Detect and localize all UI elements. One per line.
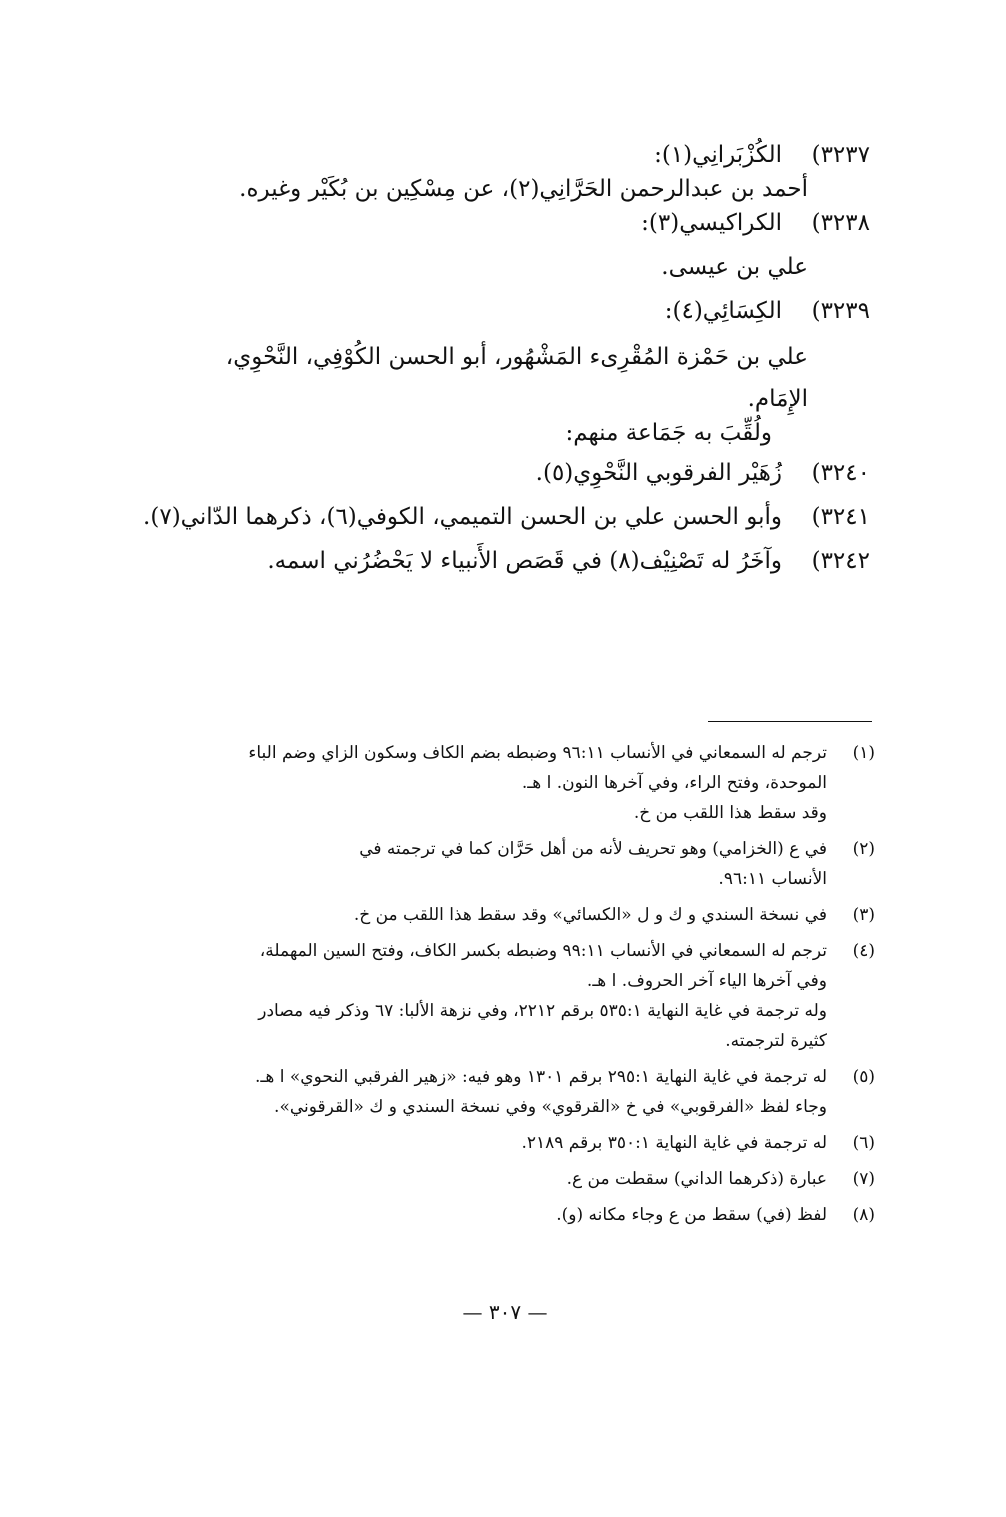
footnote-7 xyxy=(140,1164,875,1194)
entry-3241 xyxy=(140,500,870,534)
footnote-line: ترجم له السمعاني في الأنساب ٩٦:١١ وضبطه بضم الكاف وسكون الزاي وضم الباء xyxy=(248,743,827,763)
entry-body-line: الإِمَام. xyxy=(747,386,808,412)
footnotes xyxy=(140,738,875,1230)
footnote-number: (٨) xyxy=(852,1205,875,1225)
footnote-number: (٣) xyxy=(852,905,875,925)
entry-title: الكُزْبَرانِي(١): xyxy=(654,142,782,168)
footnote-line: له ترجمة في غاية النهاية ٣٥٠:١ برقم ٢١٨٩. xyxy=(521,1133,827,1153)
footnote-6 xyxy=(140,1128,875,1158)
footnote-line: عبارة (ذكرهما الداني) سقطت من ع. xyxy=(566,1169,827,1189)
entry-body-line: ولُقِّبَ به جَمَاعة منهم: xyxy=(565,420,772,446)
footnote-8 xyxy=(140,1200,875,1230)
footnote-number: (٧) xyxy=(852,1169,875,1189)
entry-number: ٣٢٤٠) xyxy=(811,460,870,486)
footnote-line: له ترجمة في غاية النهاية ٢٩٥:١ برقم ١٣٠١ وهو فيه: «زهير الفرقبي النحوي» ا هـ. xyxy=(255,1067,827,1087)
footnote-number: (٢) xyxy=(852,839,875,859)
footnote-line: الموحدة، وفتح الراء، وفي آخرها النون. ا هـ. xyxy=(521,773,827,793)
footnote-4 xyxy=(140,936,875,1056)
entry-3238 xyxy=(140,206,870,240)
footnote-number: (٥) xyxy=(852,1067,875,1087)
footnote-line: في ع (الخزامي) وهو تحريف لأنه من أهل حَرَّان كما في ترجمته في xyxy=(359,839,827,859)
entry-number: ٣٢٤١) xyxy=(811,504,870,530)
entry-number: ٣٢٣٩) xyxy=(811,298,870,324)
entry-number: ٣٢٣٨) xyxy=(811,210,870,236)
entry-title: زُهَيْر الفرقوبي النَّحْوِي(٥). xyxy=(535,460,782,486)
footnote-5 xyxy=(140,1062,875,1122)
entry-title: وآخَرُ له تَصْنِيْف(٨) في قَصَص الأَنبياء لا يَحْضُرُني اسمه. xyxy=(267,548,782,574)
footnote-line: ترجم له السمعاني في الأنساب ٩٩:١١ وضبطه بكسر الكاف، وفتح السين المهملة، xyxy=(259,941,827,961)
entry-body-line: أحمد بن عبدالرحمن الحَرَّانِي(٢)، عن مِسْكِين بن بُكَيْر وغيره. xyxy=(239,176,808,202)
footnote-line: وجاء لفظ «الفرقوبي» في خ «القرقوي» وفي نسخة السندي و ك «القرقوني». xyxy=(274,1097,827,1117)
page-number: — ٣٠٧ — xyxy=(462,1300,548,1324)
footnote-line: وفي آخرها الياء آخر الحروف. ا هـ. xyxy=(586,971,827,991)
entry-3239 xyxy=(140,294,870,328)
footnote-line: وله ترجمة في غاية النهاية ٥٣٥:١ برقم ٢٢١٢، وفي نزهة الألبا: ٦٧ وذكر فيه مصادر xyxy=(258,1001,827,1021)
footnote-line: كثيرة لترجمته. xyxy=(725,1031,827,1051)
entry-number: ٣٢٣٧) xyxy=(811,142,870,168)
footnote-line: لفظ (في) سقط من ع وجاء مكانه (و). xyxy=(556,1205,827,1225)
footnote-3 xyxy=(140,900,875,930)
footnote-number: (١) xyxy=(852,743,875,763)
footnote-line: وقد سقط هذا اللقب من خ. xyxy=(633,803,827,823)
entry-3242 xyxy=(140,544,870,578)
entry-title: وأبو الحسن علي بن الحسن التميمي، الكوفي(٦)، ذكرهما الدّاني(٧). xyxy=(143,504,782,530)
main-text xyxy=(140,138,870,578)
footnote-2 xyxy=(140,834,875,894)
entry-body-line: علي بن حَمْزة المُقْرِىء المَشْهُور، أبو الحسن الكُوْفِي، النَّحْوِي، xyxy=(225,344,808,370)
entry-3237 xyxy=(140,138,870,172)
footnote-line: الأنساب ٩٦:١١. xyxy=(718,869,827,889)
entry-title: الكراكيسي(٣): xyxy=(641,210,782,236)
footnote-line: في نسخة السندي و ك و ل «الكسائي» وقد سقط هذا اللقب من خ. xyxy=(353,905,827,925)
entry-title: الكِسَائِي(٤): xyxy=(664,298,782,324)
footnote-separator xyxy=(708,721,872,722)
footnote-number: (٤) xyxy=(852,941,875,961)
entry-body-line: علي بن عيسى. xyxy=(661,254,808,280)
entry-number: ٣٢٤٢) xyxy=(811,548,870,574)
footnote-number: (٦) xyxy=(852,1133,875,1153)
entry-3240 xyxy=(140,456,870,490)
footnote-1 xyxy=(140,738,875,828)
